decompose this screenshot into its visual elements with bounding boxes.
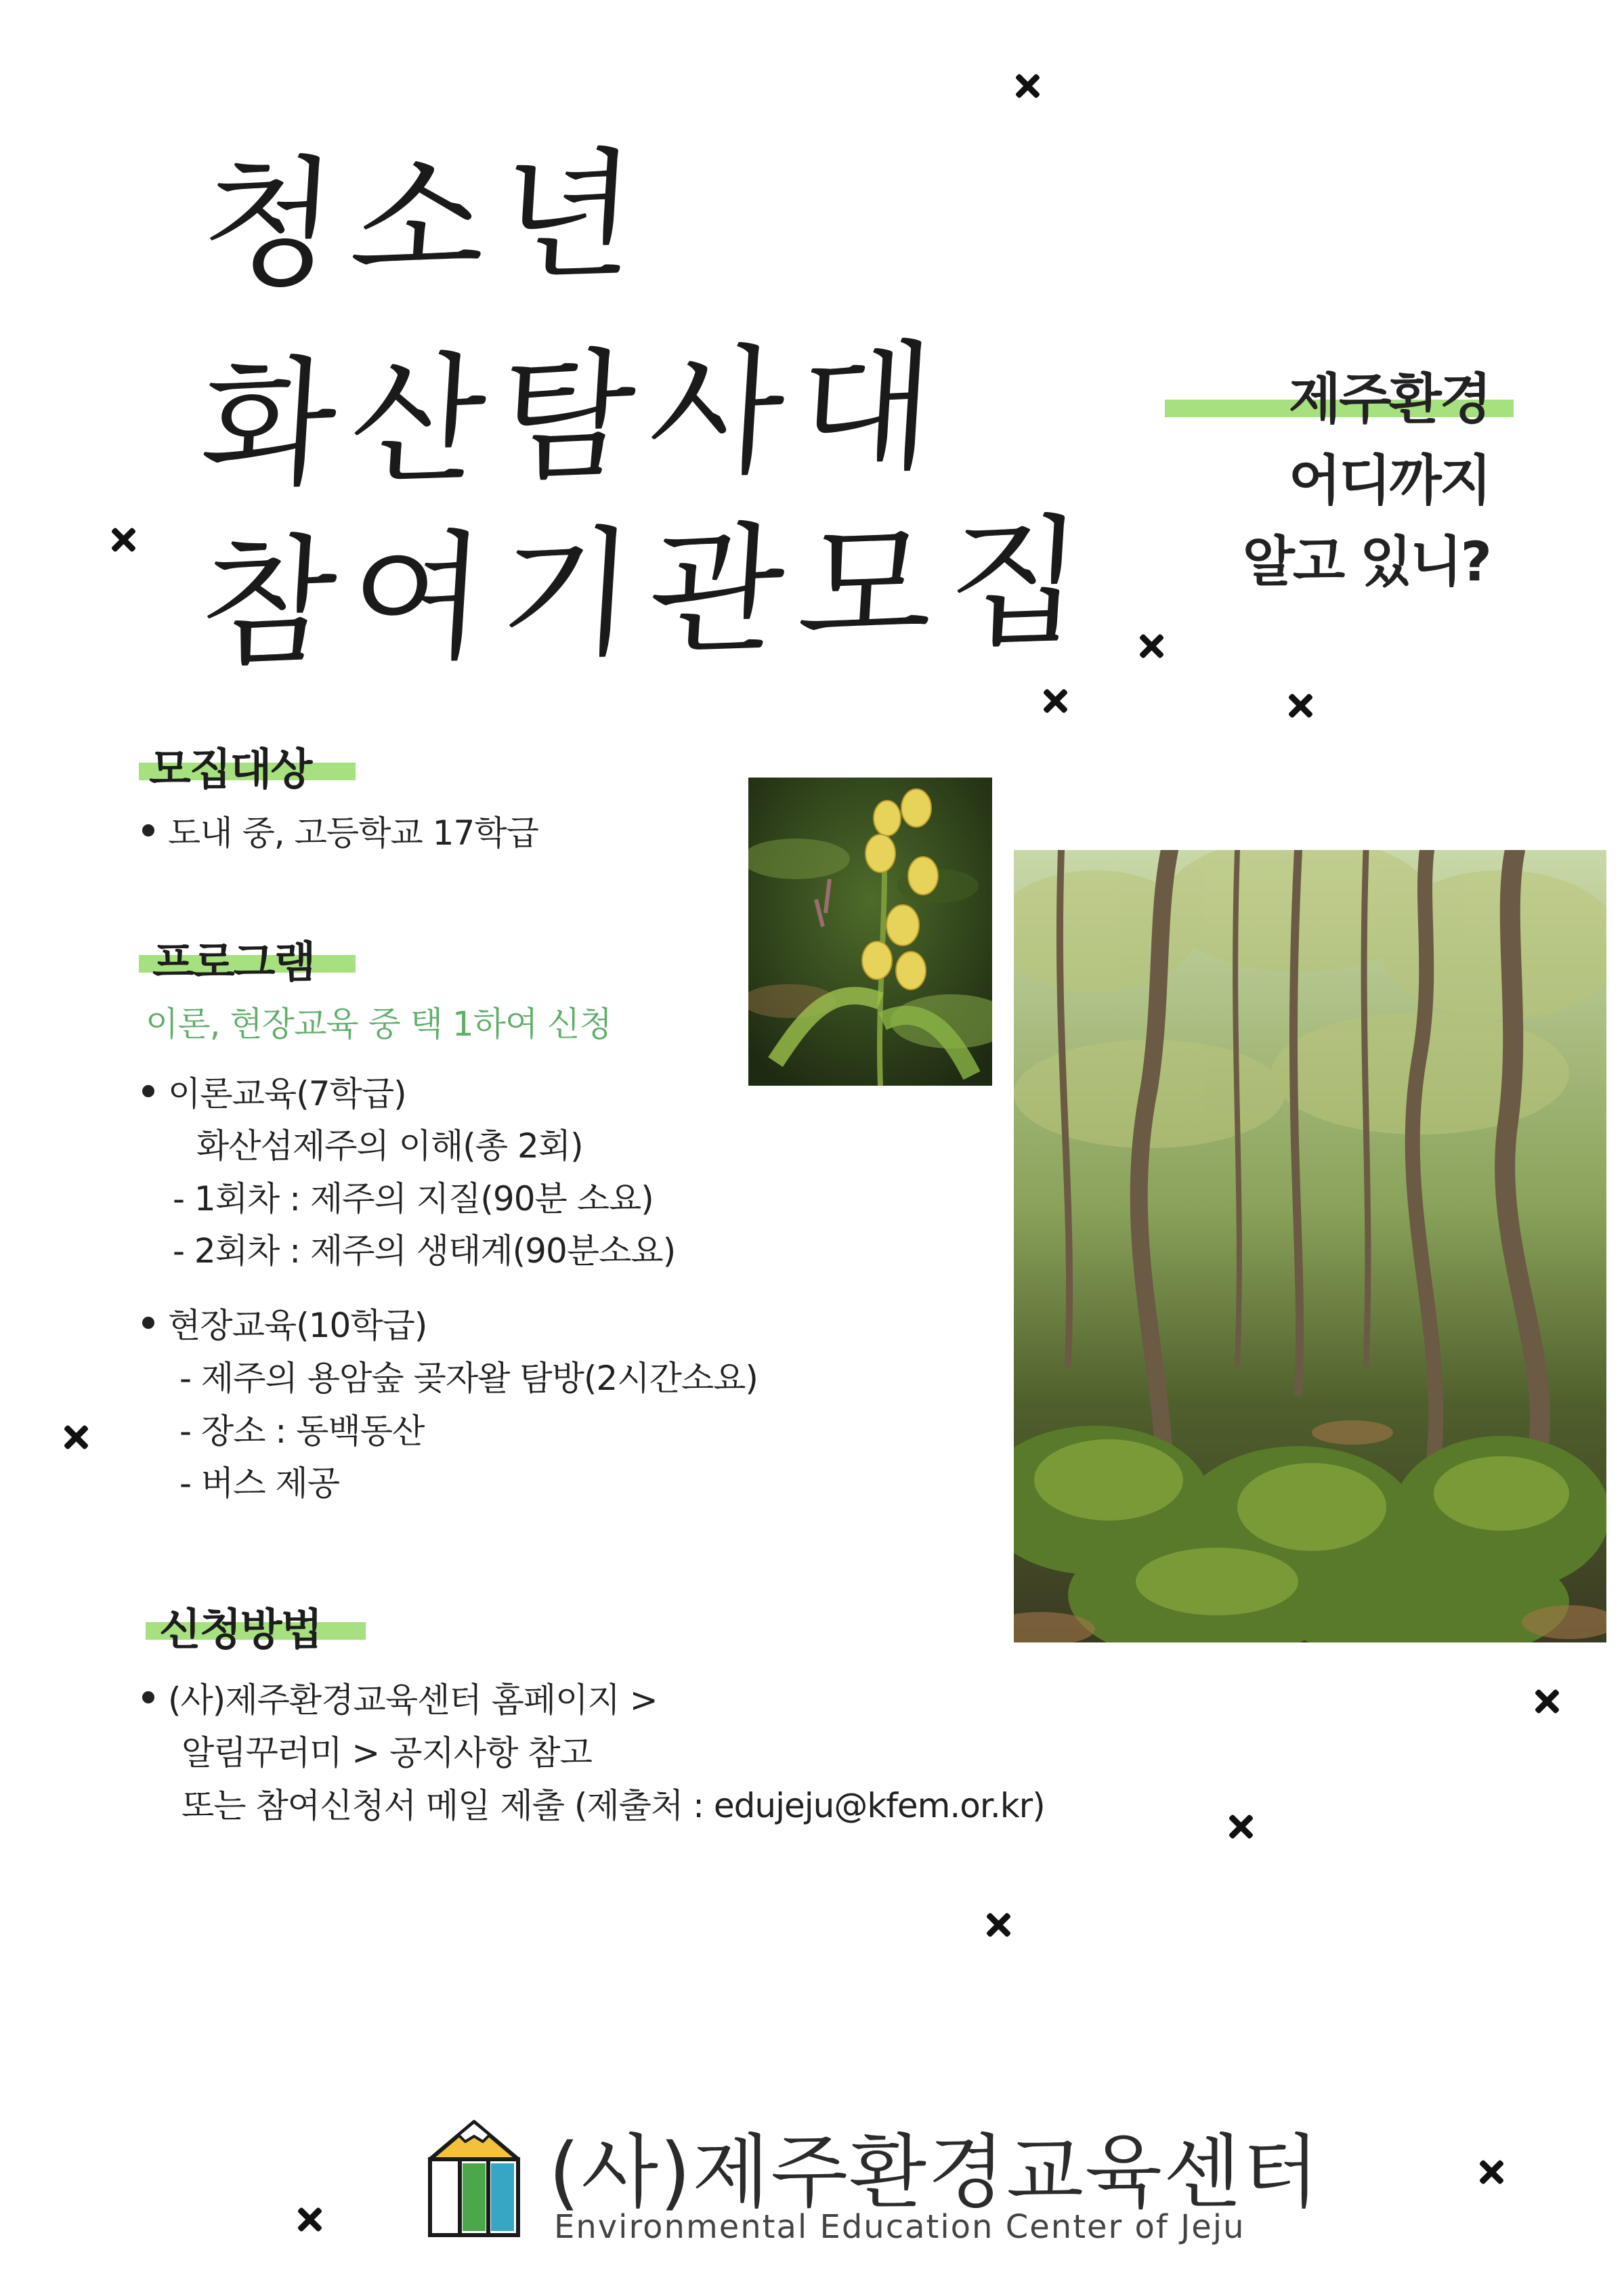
org-name: (사)제주환경교육센터 [549, 2125, 1321, 2219]
forest-photo [1014, 850, 1606, 1642]
apply-line-1 [142, 1673, 658, 1722]
theory-title [142, 1067, 406, 1116]
recruit-item-text: 도내 중, 고등학교 17학급 [168, 813, 538, 853]
poster-title [196, 102, 1103, 686]
field-item-1: - 제주의 용암숲 곶자왈 탐방(2시간소요) [179, 1359, 758, 1398]
title-line-1: 청소년 [196, 134, 655, 307]
recruit-item [142, 806, 538, 855]
program-note: 이론, 현장교육 중 택 1하여 신청 [146, 1004, 612, 1044]
bullet [142, 1691, 154, 1703]
program-heading: 프로그램 [152, 938, 315, 988]
pencil-mountain-icon [423, 2119, 525, 2241]
bullet [142, 824, 154, 836]
theory-session-2: - 2회차 : 제주의 생태계(90분소요) [173, 1231, 676, 1271]
forest-illustration [1014, 850, 1606, 1642]
orchid-illustration [748, 778, 992, 1086]
cross-mark [1040, 686, 1070, 716]
field-item-3: - 버스 제공 [179, 1464, 340, 1503]
side-question [1165, 359, 1531, 630]
title-line-2: 화산탐사대 [196, 326, 954, 508]
apply-line-3: 또는 참여신청서 메일 제출 (제출처 : edujeju@kfem.or.kr) [181, 1786, 1045, 1825]
cross-mark [1532, 1686, 1562, 1716]
cross-mark [1476, 2157, 1506, 2187]
cross-mark [61, 1422, 91, 1452]
field-title-text: 현장교육(10학급) [168, 1306, 427, 1345]
theory-session-1: - 1회차 : 제주의 지질(90분 소요) [173, 1179, 654, 1218]
theory-sub: 화산섬제주의 이해(총 2회) [196, 1126, 583, 1166]
cross-mark [1012, 71, 1042, 101]
cross-mark [983, 1910, 1013, 1940]
cross-mark [1136, 631, 1166, 661]
apply-line-2: 알림꾸러미 > 공지사항 참고 [181, 1733, 592, 1773]
side-line-1: 제주환경 [1288, 368, 1490, 431]
apply-line-1-text: (사)제주환경교육센터 홈페이지 > [168, 1680, 658, 1720]
title-line-3: 참여기관모집 [196, 501, 1103, 686]
field-title [142, 1298, 427, 1347]
cross-mark [1226, 1812, 1256, 1842]
orchid-photo [748, 778, 992, 1086]
side-line-2: 어디까지 [1288, 449, 1490, 512]
recruit-heading: 모집대상 [149, 745, 312, 795]
org-name-english: Environmental Education Center of Jeju [554, 2208, 1245, 2246]
apply-heading: 신청방법 [159, 1605, 322, 1655]
org-logo [423, 2113, 1321, 2249]
theory-title-text: 이론교육(7학급) [168, 1074, 406, 1113]
side-line-3: 알고 있니? [1242, 530, 1490, 593]
bullet [142, 1085, 154, 1097]
cross-mark [1285, 691, 1315, 721]
cross-mark [295, 2205, 324, 2234]
cross-mark [108, 525, 138, 555]
field-item-2: - 장소 : 동백동산 [179, 1412, 425, 1451]
bullet [142, 1317, 154, 1329]
